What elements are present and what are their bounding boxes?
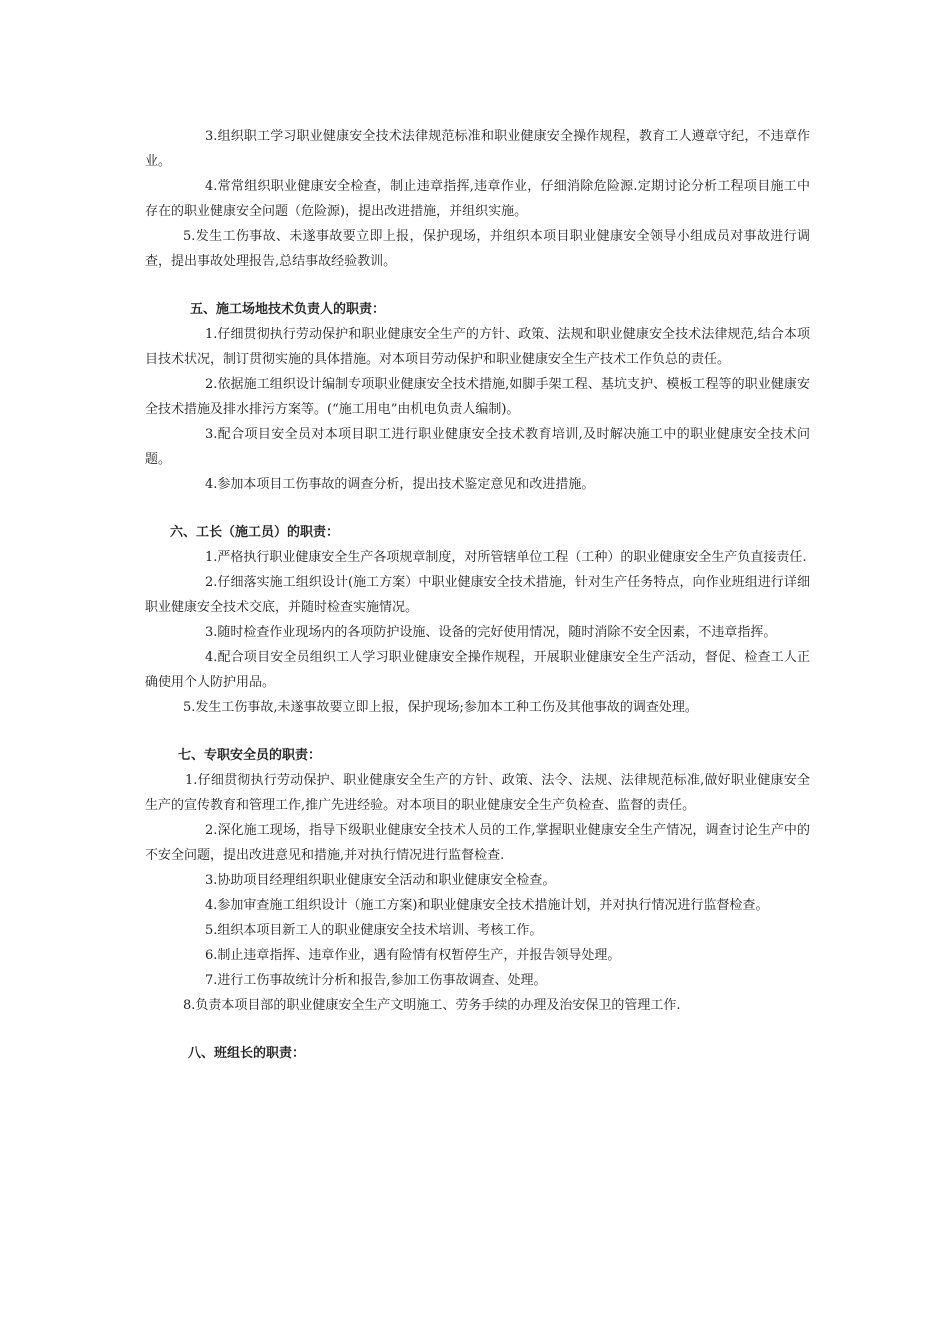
section-6-heading: 六、工长（施工员）的职责： (170, 525, 340, 540)
intro-item-4: 4.常常组织职业健康安全检查，制止违章指挥,违章作业，仔细消除危险源.定期讨论分析工程项目施工中存在的职业健康安全问题（危险源)，提出改进措施，并组织实施。 (145, 179, 810, 219)
section-7-item-7: 7.进行工伤事故统计分析和报告,参加工伤事故调查、处理。 (205, 973, 547, 988)
section-5-item-1: 1.仔细贯彻执行劳动保护和职业健康安全生产的方针、政策、法规和职业健康安全技术法律规范,结合本项目技术状况，制订贯彻实施的具体措施。对本项目劳动保护和职业健康安全生产技术工作负总的责任。 (145, 327, 810, 367)
section-7-item-2: 2.深化施工现场，指导下级职业健康安全技术人员的工作,掌握职业健康安全生产情况，调查讨论生产中的不安全问题，提出改进意见和措施,并对执行情况进行监督检查. (145, 823, 810, 863)
section-6-item-5: 5.发生工伤事故,未遂事故要立即上报，保护现场;参加本工种工伤及其他事故的调查处理。 (183, 700, 698, 715)
intro-item-3: 3.组织职工学习职业健康安全技术法律规范标准和职业健康安全操作规程，教育工人遵章守纪，不违章作业。 (145, 129, 810, 169)
section-5-item-3: 3.配合项目安全员对本项目职工进行职业健康安全技术教育培训,及时解决施工中的职业健康安全技术问题。 (145, 427, 810, 467)
section-7-item-4: 4.参加审查施工组织设计（施工方案)和职业健康安全技术措施计划，并对执行情况进行监督检查。 (205, 898, 769, 913)
section-7-item-5: 5.组织本项目新工人的职业健康安全技术培训、考核工作。 (205, 923, 543, 938)
section-7-item-1: 1.仔细贯彻执行劳动保护、职业健康安全生产的方针、政策、法令、法规、法律规范标准,做好职业健康安全生产的宣传教育和管理工作,推广先进经验。对本项目的职业健康安全生产负检查、监督的责任。 (145, 773, 810, 813)
intro-item-5: 5.发生工伤事故、未遂事故要立即上报，保护现场，并组织本项目职业健康安全领导小组成员对事故进行调查，提出事故处理报告,总结事故经验教训。 (145, 229, 810, 269)
section-6-item-4: 4.配合项目安全员组织工人学习职业健康安全操作规程，开展职业健康安全生产活动，督促、检查工人正确使用个人防护用品。 (145, 650, 810, 690)
section-6-item-2: 2.仔细落实施工组织设计(施工方案）中职业健康安全技术措施，针对生产任务特点，向作业班组进行详细职业健康安全技术交底，并随时检查实施情况。 (145, 575, 810, 615)
section-8-heading: 八、班组长的职责： (188, 1046, 306, 1061)
section-6-item-1: 1.严格执行职业健康安全生产各项规章制度，对所管辖单位工程（工种）的职业健康安全生产负直接责任. (205, 550, 807, 565)
section-7-item-3: 3.协助项目经理组织职业健康安全活动和职业健康安全检查。 (205, 873, 556, 888)
section-5-item-4: 4.参加本项目工伤事故的调查分析，提出技术鉴定意见和改进措施。 (205, 477, 595, 492)
section-6-item-3: 3.随时检查作业现场内的各项防护设施、设备的完好使用情况，随时消除不安全因素，不违章指挥。 (205, 625, 777, 640)
section-7-heading: 七、专职安全员的职责： (178, 748, 322, 763)
section-5-heading: 五、施工场地技术负责人的职责： (190, 302, 386, 317)
section-7-item-8: 8.负责本项目部的职业健康安全生产文明施工、劳务手续的办理及治安保卫的管理工作. (183, 998, 681, 1013)
section-7-item-6: 6.制止违章指挥、违章作业，遇有险情有权暂停生产，并报告领导处理。 (205, 948, 621, 963)
document-page (145, 124, 810, 1066)
section-5-item-2: 2.依据施工组织设计编制专项职业健康安全技术措施,如脚手架工程、基坑支护、模板工程等的职业健康安全技术措施及排水排污方案等。(“施工用电”由机电负责人编制)。 (145, 377, 810, 417)
